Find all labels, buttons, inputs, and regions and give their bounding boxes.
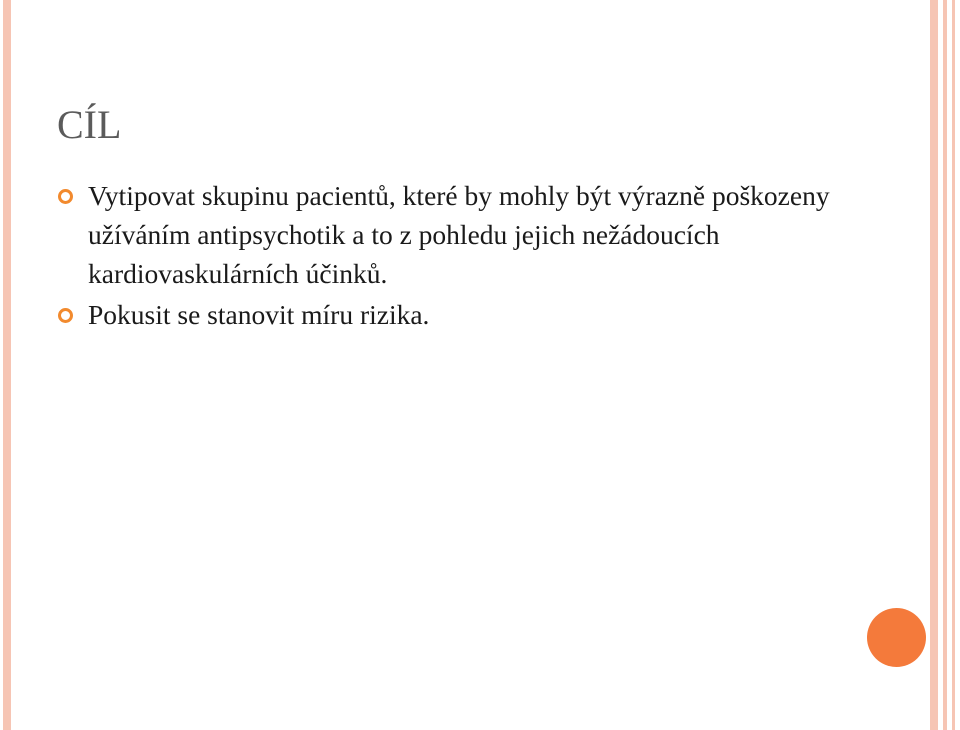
- right-decorative-bar: [943, 0, 947, 730]
- right-decorative-bar: [930, 0, 938, 730]
- bullet-item: [58, 295, 898, 334]
- bullet-text: Vytipovat skupinu pacientů, které by mohly být výrazně poškozeny užíváním antipsychotik a to z pohledu jejich nežádoucích kardiovaskulárních účinků.: [88, 180, 830, 289]
- bullet-text: Pokusit se stanovit míru rizika.: [88, 299, 430, 330]
- ring-bullet-icon: [58, 308, 73, 323]
- bullet-item: [58, 176, 898, 293]
- right-decorative-bar: [952, 0, 955, 730]
- decorative-circle: [867, 608, 926, 667]
- slide-title: CÍL: [57, 102, 122, 147]
- ring-bullet-icon: [58, 189, 73, 204]
- bullet-list: [58, 176, 898, 336]
- left-decorative-bar: [3, 0, 11, 730]
